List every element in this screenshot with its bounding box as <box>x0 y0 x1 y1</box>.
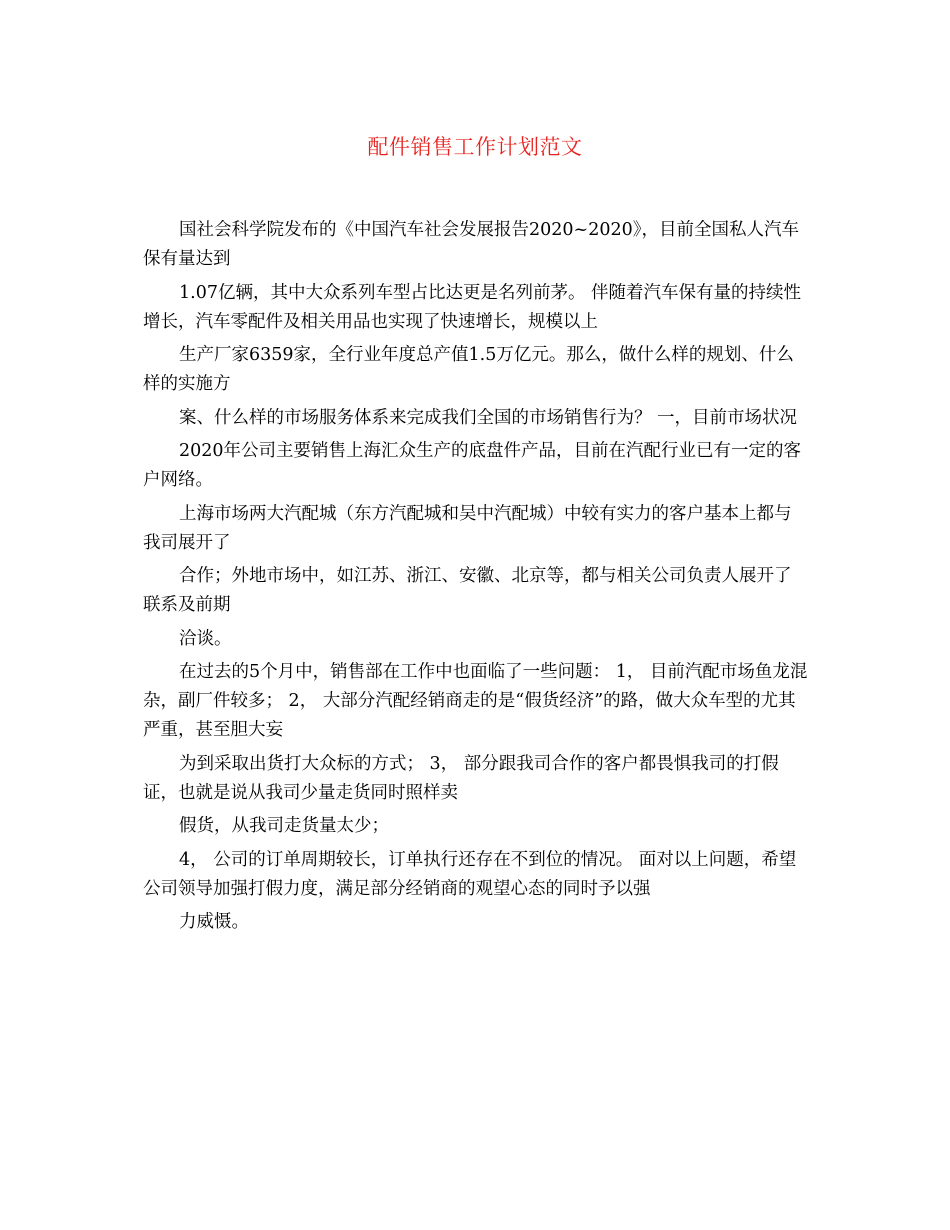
paragraph-2: 1.07亿辆，其中大众系列车型占比达更是名列前茅。 伴随着汽车保有量的持续性增长，汽车零配件及相关用品也实现了快速增长，规模以上 <box>143 282 802 332</box>
paragraph-13: 力威慑。 <box>179 912 249 932</box>
document-title: 配件销售工作计划范文 <box>367 135 583 159</box>
paragraph-1: 国社会科学院发布的《中国汽车社会发展报告2020~2020》，目前全国私人汽车保有量达到 <box>143 220 799 269</box>
paragraph-10: 为到采取出货打大众标的方式； 3， 部分跟我司合作的客户都畏惧我司的打假证，也就是说从我司少量走货同时照样卖 <box>143 753 779 803</box>
paragraph-4: 案、什么样的市场服务体系来完成我们全国的市场销售行为？ 一，目前市场状况 <box>179 407 798 428</box>
paragraph-7: 合作；外地市场中，如江苏、浙江、安徽、北京等，都与相关公司负责人展开了联系及前期 <box>143 566 792 615</box>
paragraph-5: 2020年公司主要销售上海汇众生产的底盘件产品，目前在汽配行业已有一定的客户网络。 <box>143 441 802 490</box>
document-body <box>143 216 808 942</box>
paragraph-11: 假货，从我司走货量太少； <box>179 816 389 836</box>
paragraph-12: 4， 公司的订单周期较长，订单执行还存在不到位的情况。 面对以上问题，希望公司领导加强打假力度，满足部分经销商的观望心态的同时予以强 <box>143 849 797 899</box>
paragraph-8: 洽谈。 <box>179 628 232 649</box>
paragraph-3: 生产厂家6359家，全行业年度总产值1.5万亿元。那么，做什么样的规划、什么样的实施方 <box>143 345 794 394</box>
paragraph-6: 上海市场两大汽配城（东方汽配城和吴中汽配城）中较有实力的客户基本上都与我司展开了 <box>143 503 792 553</box>
paragraph-9: 在过去的5个月中，销售部在工作中也面临了一些问题： 1， 目前汽配市场鱼龙混杂，副厂件较多； 2， 大部分汽配经销商走的是“假货经济”的路，做大众车型的尤其严重，甚至胆大妄 <box>143 662 808 740</box>
